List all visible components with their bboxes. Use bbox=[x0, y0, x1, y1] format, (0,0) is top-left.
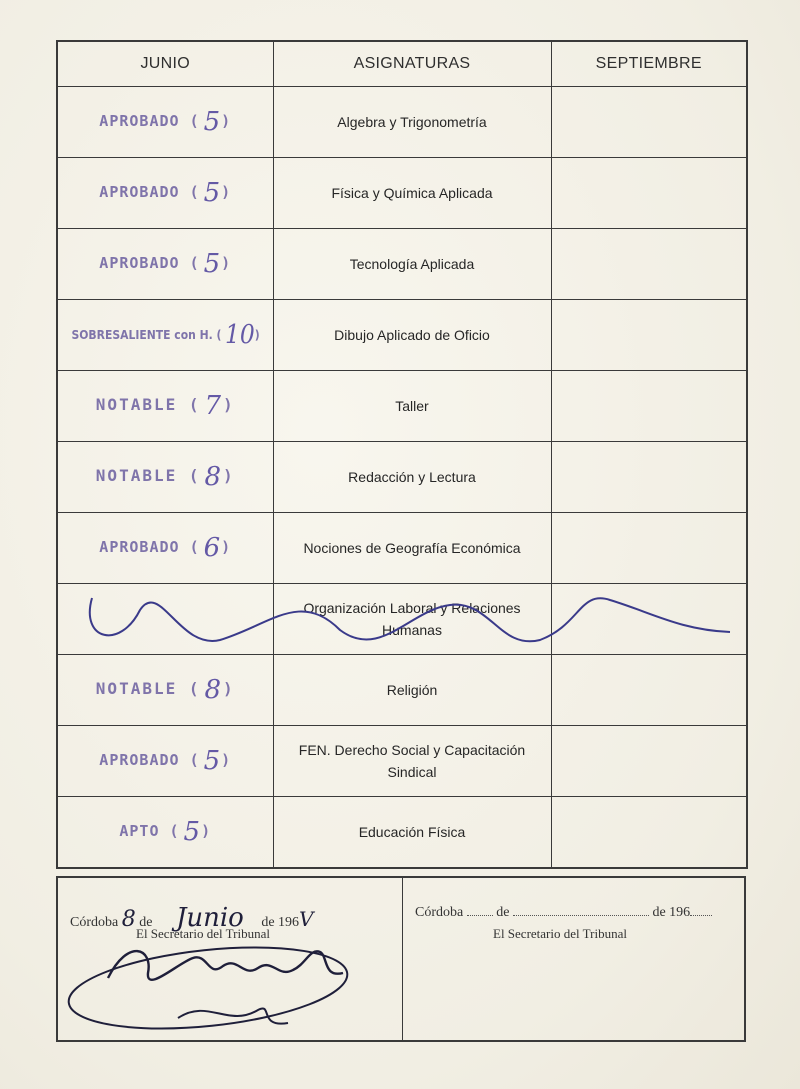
septiembre-cell bbox=[551, 442, 747, 513]
handwritten-month: Junio bbox=[175, 903, 244, 933]
header-junio: JUNIO bbox=[57, 41, 273, 87]
subject-cell: FEN. Derecho Social y Capacitación Sindical bbox=[273, 726, 551, 797]
date-line-left: Córdoba 8 de Junio de 196V bbox=[70, 903, 314, 933]
grade-stamp: APROBADO ( 5) bbox=[99, 746, 232, 776]
septiembre-cell bbox=[551, 300, 747, 371]
grade-stamp: NOTABLE ( 8) bbox=[95, 675, 235, 705]
septiembre-cell bbox=[551, 584, 747, 655]
junio-cell bbox=[57, 797, 273, 869]
handwritten-mark: 5 bbox=[203, 178, 222, 208]
grade-stamp: NOTABLE ( 7) bbox=[95, 391, 235, 421]
junio-cell bbox=[57, 655, 273, 726]
table-row bbox=[57, 442, 747, 513]
septiembre-cell bbox=[551, 797, 747, 869]
subject-cell: Organización Laboral y Relaciones Humanas bbox=[273, 584, 551, 655]
header-asignaturas: ASIGNATURAS bbox=[273, 41, 551, 87]
grades-table bbox=[56, 40, 748, 869]
header-septiembre: SEPTIEMBRE bbox=[551, 41, 747, 87]
subject-cell: Algebra y Trigonometría bbox=[273, 87, 551, 158]
table-row bbox=[57, 584, 747, 655]
handwritten-mark: 10 bbox=[224, 320, 255, 350]
handwritten-mark: 5 bbox=[203, 746, 222, 776]
table-row bbox=[57, 655, 747, 726]
septiembre-cell bbox=[551, 513, 747, 584]
grade-stamp: APTO ( 5) bbox=[119, 817, 212, 847]
junio-cell bbox=[57, 300, 273, 371]
septiembre-cell bbox=[551, 87, 747, 158]
subject-cell: Nociones de Geografía Económica bbox=[273, 513, 551, 584]
junio-cell bbox=[57, 726, 273, 797]
subject-cell: Educación Física bbox=[273, 797, 551, 869]
junio-cell bbox=[57, 229, 273, 300]
grade-stamp: NOTABLE ( 8) bbox=[95, 462, 235, 492]
subject-cell: Religión bbox=[273, 655, 551, 726]
septiembre-cell bbox=[551, 229, 747, 300]
junio-cell bbox=[57, 158, 273, 229]
junio-signature-cell bbox=[58, 878, 403, 1040]
junio-cell bbox=[57, 87, 273, 158]
handwritten-mark: 5 bbox=[203, 107, 222, 137]
table-row bbox=[57, 229, 747, 300]
secretary-label-left: El Secretario del Tribunal bbox=[136, 926, 270, 941]
table-row bbox=[57, 797, 747, 869]
grade-stamp bbox=[163, 604, 167, 634]
handwritten-mark: 5 bbox=[183, 817, 202, 847]
secretary-label-right: El Secretario del Tribunal bbox=[493, 926, 627, 941]
handwritten-mark: 8 bbox=[204, 675, 224, 705]
handwritten-mark: 6 bbox=[203, 533, 222, 563]
grade-stamp: APROBADO ( 5) bbox=[99, 178, 232, 208]
header-row bbox=[57, 41, 747, 87]
septiembre-cell bbox=[551, 726, 747, 797]
septiembre-signature-cell bbox=[403, 878, 744, 1040]
blank-year-line bbox=[690, 903, 712, 916]
handwritten-day: 8 bbox=[121, 907, 136, 932]
signature-box bbox=[56, 876, 746, 1042]
subject-cell: Física y Química Aplicada bbox=[273, 158, 551, 229]
handwritten-mark: 8 bbox=[204, 462, 224, 492]
table-row bbox=[57, 87, 747, 158]
table-row bbox=[57, 300, 747, 371]
handwritten-mark: 5 bbox=[203, 249, 222, 279]
septiembre-cell bbox=[551, 371, 747, 442]
grade-stamp: APROBADO ( 5) bbox=[99, 107, 232, 137]
grade-stamp: SOBRESALIENTE con H. ( 10) bbox=[71, 320, 260, 350]
subject-cell: Redacción y Lectura bbox=[273, 442, 551, 513]
subject-cell: Tecnología Aplicada bbox=[273, 229, 551, 300]
handwritten-mark: 7 bbox=[204, 391, 224, 421]
subject-cell: Taller bbox=[273, 371, 551, 442]
grade-stamp: APROBADO ( 6) bbox=[99, 533, 232, 563]
junio-cell bbox=[57, 513, 273, 584]
subject-cell: Dibujo Aplicado de Oficio bbox=[273, 300, 551, 371]
junio-cell bbox=[57, 584, 273, 655]
table-row bbox=[57, 726, 747, 797]
date-line-right: Córdoba de de 196 bbox=[415, 903, 712, 921]
septiembre-cell bbox=[551, 655, 747, 726]
junio-cell bbox=[57, 371, 273, 442]
table-row bbox=[57, 158, 747, 229]
table-row bbox=[57, 513, 747, 584]
handwritten-year: V bbox=[299, 907, 314, 931]
table-row bbox=[57, 371, 747, 442]
blank-day-line bbox=[467, 903, 493, 916]
septiembre-cell bbox=[551, 158, 747, 229]
grade-stamp: APROBADO ( 5) bbox=[99, 249, 232, 279]
junio-cell bbox=[57, 442, 273, 513]
blank-month-line bbox=[513, 903, 649, 916]
